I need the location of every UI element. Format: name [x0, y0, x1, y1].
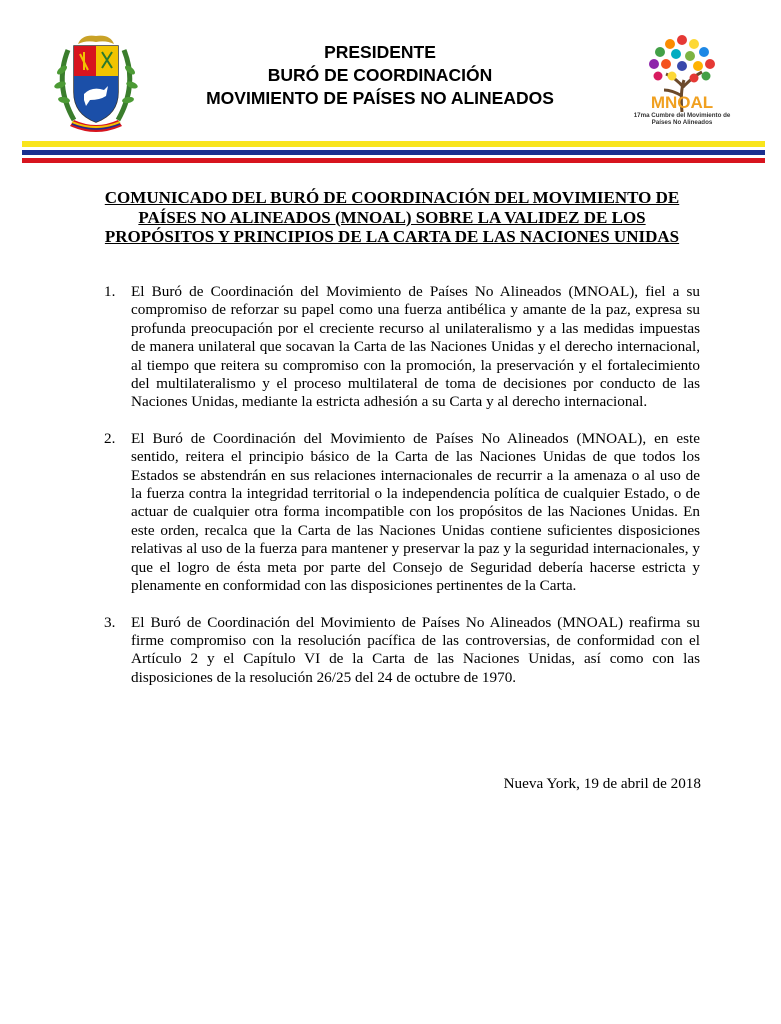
header-line-president: PRESIDENTE [324, 42, 436, 62]
summit-caption: 17ma Cumbre del Movimiento de Países No Alineados [633, 112, 731, 126]
yellow-stripe [22, 141, 765, 147]
item-text: El Buró de Coordinación del Movimiento de Países No Alineados (MNOAL), fiel a su compromiso de reforzar su papel como una fuerza antibélica y amante de la paz, expresa su profunda preocupación por el creciente recurso al unilateralismo y a las medidas impuestas de manera unilateral que socavan la Carta de las Naciones Unidas y el derecho internacional, al tiempo que reitera su compromiso con la promoción, la preservación y el fortalecimiento del multilateralismo y el proceso multilateral de toma de decisiones por conducto de las Naciones Unidas, mediante la estricta adhesión a su Carta y al derecho internacional. [131, 283, 700, 411]
list-item-1 [104, 283, 700, 412]
title-line-2: PAÍSES NO ALINEADOS (MNOAL) SOBRE LA VALIDEZ DE LOS [138, 207, 646, 227]
title-line-3: PROPÓSITOS Y PRINCIPIOS DE LA CARTA DE LAS NACIONES UNIDAS [104, 227, 680, 246]
header-title [180, 41, 580, 110]
item-number: 2. [104, 429, 116, 447]
communique-title [90, 188, 694, 247]
header-line-movement: MOVIMIENTO DE PAÍSES NO ALINEADOS [206, 88, 554, 108]
item-number: 1. [104, 283, 116, 300]
communique-items [104, 283, 700, 705]
red-stripe [22, 158, 765, 163]
list-item-2 [104, 430, 700, 596]
mnoal-logo-text: MNOAL [650, 93, 714, 112]
title-line-1: COMUNICADO DEL BURÓ DE COORDINACIÓN DEL MOVIMIENTO DE [104, 188, 680, 207]
item-number: 3. [104, 613, 116, 631]
mnoal-summit-logo [636, 26, 728, 144]
item-text: El Buró de Coordinación del Movimiento de Países No Alineados (MNOAL), en este sentido, reitera el principio básico de la Carta de las Naciones Unidas de que todos los Estados se abstendrán en sus relaciones internacionales de recurrir a la amenaza o al uso de la fuerza contra la integridad territorial o la independencia política de cualquier Estado, o de actuar de cualquier otra forma incompatible con los propósitos de las Naciones Unidas. En este orden, recalca que la Carta de las Naciones Unidas contiene suficientes disposiciones relativas al uso de la fuerza para mantener y preservar la paz y la seguridad internacionales, y que el logro de ésta meta por parte del Consejo de Seguridad debería hacerse estricta y plenamente en conformidad con las disposiciones pertinentes de la Carta. [131, 429, 700, 595]
header-line-bureau: BURÓ DE COORDINACIÓN [267, 65, 493, 85]
flag-stripes-divider [22, 141, 765, 165]
coat-of-arms-emblem [48, 30, 144, 138]
place-date: Nueva York, 19 de abril de 2018 [503, 775, 701, 792]
list-item-3 [104, 614, 700, 688]
blue-stripe [22, 150, 765, 155]
item-text: El Buró de Coordinación del Movimiento de Países No Alineados (MNOAL) reafirma su firme compromiso con la resolución pacífica de las controversias, de conformidad con el Artículo 2 y el Capítulo VI de la Carta de las Naciones Unidas, así como con las disposiciones de la resolución 26/25 del 24 de octubre de 1970. [131, 613, 700, 686]
